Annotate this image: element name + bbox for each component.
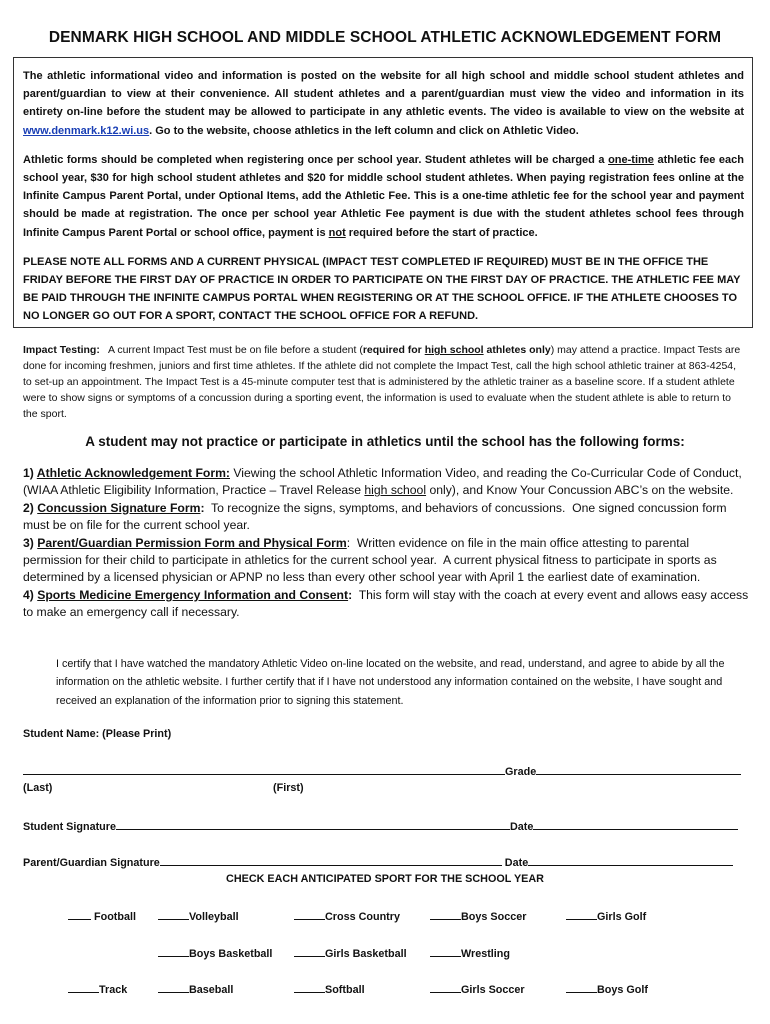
- sport-label: Wrestling: [461, 948, 510, 960]
- form-item-name: Parent/Guardian Permission Form and Physical Form: [37, 535, 347, 550]
- impact-text: A current Impact Test must be on file before a student (: [99, 344, 363, 356]
- sport-label: Boys Golf: [597, 984, 648, 996]
- fee-not: not: [328, 226, 346, 239]
- fee-text-mid: athletic fee each school year, $30 for high school student athletes and $20 for middle school student athletes. When paying registration fees online at the Infinite Campus Parent Portal, under Optional Items, add the Athletic Fee. This is a one-time athletic fee for the school year and payment should be made at registration. The once per school year Athletic Fee payment is due with the student athletes school fees through Infinite Campus Parent Portal or school office, payment is: [23, 153, 744, 239]
- student-name-label: Student Name: (Please Print): [23, 728, 172, 740]
- form-item-2: [23, 500, 749, 535]
- impact-bold-1: required for: [362, 344, 425, 356]
- name-grade-row: [23, 764, 741, 778]
- fee-paragraph: [23, 151, 744, 242]
- impact-bold-underline: high school: [424, 344, 484, 356]
- sport-checkbox-line[interactable]: [430, 982, 461, 993]
- fee-text: Athletic forms should be completed when registering once per school year. Student athletes will be charged a: [23, 153, 609, 166]
- form-item-3: [23, 535, 749, 587]
- forms-subtitle: A student may not practice or participate in athletics until the school has the following forms:: [85, 434, 685, 449]
- sport-boys-golf[interactable]: [566, 982, 648, 996]
- sport-boys-basketball[interactable]: [158, 946, 272, 960]
- grade-line[interactable]: [536, 764, 741, 775]
- sport-baseball[interactable]: [158, 982, 233, 996]
- sport-track[interactable]: [68, 982, 127, 996]
- impact-bold-2: athletes only: [483, 344, 551, 356]
- form-item-colon: :: [348, 587, 353, 602]
- required-forms-list: [23, 465, 752, 622]
- sport-checkbox-line[interactable]: [294, 982, 325, 993]
- sports-heading: CHECK EACH ANTICIPATED SPORT FOR THE SCHOOL YEAR: [226, 873, 544, 885]
- sport-girls-basketball[interactable]: [294, 946, 407, 960]
- impact-bold: [363, 344, 551, 356]
- sport-softball[interactable]: [294, 982, 365, 996]
- parent-date-line[interactable]: [528, 855, 733, 866]
- impact-text-end: ) may attend a practice. Impact Tests are done for incoming freshmen, juniors and first time athletes. If the athlete did not complete the Impact Test, call the high school athletic trainer at 863-4254, to set-up an appointment. The Impact Test is a 45-minute computer test that is administered by the athletic trainer as a baseline score. If a student athlete were to show signs or symptoms of a concussion during a sporting event, the information is used to evaluate when the student athlete is able to return to the sport.: [23, 344, 741, 420]
- form-item-colon: :: [200, 500, 205, 515]
- form-item-number: 4): [23, 587, 38, 602]
- video-paragraph: [23, 67, 744, 140]
- sport-checkbox-line[interactable]: [566, 982, 597, 993]
- form-item-number: 3): [23, 535, 38, 550]
- fee-text-end: required before the start of practice.: [345, 226, 538, 239]
- video-text: The athletic informational video and information is posted on the website for all high school and middle school student athletes and parent/guardian to view at their convenience. All student athletes and a parent/guardian must view the video and information in its entirety on-line before the student may be allowed to participate in any athletic events. The video is available to view on the website at: [23, 70, 744, 119]
- video-text-end: . Go to the website, choose athletics in the left column and click on Athletic Video.: [149, 124, 579, 137]
- sport-checkbox-line[interactable]: [158, 946, 189, 957]
- sport-wrestling[interactable]: [430, 946, 510, 960]
- sport-label: Boys Soccer: [461, 911, 527, 923]
- fee-one-time: one-time: [608, 153, 654, 166]
- impact-testing-paragraph: [23, 342, 745, 422]
- sport-checkbox-line[interactable]: [294, 909, 325, 920]
- sport-checkbox-line[interactable]: [294, 946, 325, 957]
- sport-boys-soccer[interactable]: [430, 909, 526, 923]
- first-label: (First): [273, 782, 304, 794]
- sport-cross-country[interactable]: [294, 909, 400, 923]
- form-item-name: Concussion Signature Form: [37, 500, 201, 515]
- form-item-name: Athletic Acknowledgement Form:: [36, 466, 230, 480]
- sport-checkbox-line[interactable]: [68, 909, 91, 920]
- student-signature-line[interactable]: [116, 819, 510, 830]
- sport-volleyball[interactable]: [158, 909, 239, 923]
- form-item-text: Viewing the school Athletic Information Video, and reading the Co-Curricular Code of Conduct, (WIAA Athletic Eligibility Information, Practice – Travel Release: [23, 466, 742, 498]
- sport-label: Cross Country: [325, 911, 400, 923]
- parent-date-label: Date: [501, 857, 529, 869]
- sport-label: Volleyball: [189, 911, 239, 923]
- sport-girls-soccer[interactable]: [430, 982, 525, 996]
- form-item-underline: high school: [364, 483, 427, 498]
- certification-statement: I certify that I have watched the mandatory Athletic Video on-line located on the website, and read, understand, and agree to abide by all the information on the athletic website. I further certify that if I have not understood any information contained on the website, I have sought and received an explanation of the information prior to signing this statement.: [56, 658, 725, 707]
- parent-signature-line[interactable]: [160, 855, 502, 866]
- form-item-text: To recognize the signs, symptoms, and behaviors of concussions. One signed concussion form must be on file for the current school year.: [23, 500, 730, 533]
- sport-checkbox-line[interactable]: [158, 982, 189, 993]
- grade-label: Grade: [505, 766, 537, 778]
- sport-label: Track: [99, 984, 128, 996]
- form-item-text-end: only), and Know Your Concussion ABC’s on the website.: [426, 483, 734, 498]
- form-item-text: Written evidence on file in the main office attesting to parental permission for their child to participate in athletics for the current school year. A current physical fitness to participate in sports as determined by a licensed physician or APNP no less than every other school year with April 1 the earliest date of examination.: [23, 535, 721, 585]
- form-item-name: Sports Medicine Emergency Information and Consent: [37, 587, 349, 602]
- sport-label: Girls Golf: [597, 911, 647, 923]
- form-item-text: This form will stay with the coach at every event and allows easy access to make an emergency call if necessary.: [23, 587, 752, 620]
- info-box: [13, 57, 753, 328]
- last-label: (Last): [23, 782, 53, 794]
- parent-signature-row: [23, 855, 733, 869]
- page-title: DENMARK HIGH SCHOOL AND MIDDLE SCHOOL ATHLETIC ACKNOWLEDGEMENT FORM: [48, 29, 722, 46]
- student-signature-row: [23, 819, 738, 833]
- sport-label: Girls Basketball: [325, 948, 407, 960]
- sport-football[interactable]: [68, 909, 136, 923]
- sport-checkbox-line[interactable]: [566, 909, 597, 920]
- student-date-line[interactable]: [533, 819, 738, 830]
- sport-checkbox-line[interactable]: [430, 946, 461, 957]
- website-link[interactable]: www.denmark.k12.wi.us: [23, 124, 150, 137]
- sport-label: Softball: [325, 984, 365, 996]
- form-item-number: 2): [23, 500, 38, 515]
- sport-label: Football: [94, 911, 136, 923]
- sport-label: Boys Basketball: [189, 948, 273, 960]
- sport-checkbox-line[interactable]: [430, 909, 461, 920]
- form-item-4: [23, 587, 752, 622]
- student-name-line[interactable]: [23, 764, 505, 775]
- sport-checkbox-line[interactable]: [68, 982, 99, 993]
- impact-label: Impact Testing:: [23, 344, 100, 356]
- sport-checkbox-line[interactable]: [158, 909, 189, 920]
- notice-paragraph: PLEASE NOTE ALL FORMS AND A CURRENT PHYSICAL (IMPACT TEST COMPLETED IF REQUIRED) MUST BE IN THE OFFICE THE FRIDAY BEFORE THE FIRST DAY OF PRACTICE IN ORDER TO PARTICIPATE ON THE FIRST DAY OF PRACTICE. THE ATHLETIC FEE MAY BE PAID THROUGH THE INFINITE CAMPUS PORTAL WHEN REGISTERING OR AT THE SCHOOL OFFICE. IF THE ATHLETE CHOOSES TO NO LONGER GO OUT FOR A SPORT, CONTACT THE SCHOOL OFFICE FOR A REFUND.: [23, 255, 741, 323]
- student-signature-label: Student Signature: [23, 821, 116, 833]
- form-item-1: [23, 465, 749, 500]
- sport-label: Girls Soccer: [461, 984, 525, 996]
- parent-signature-label: Parent/Guardian Signature: [23, 857, 160, 869]
- sport-label: Baseball: [189, 984, 234, 996]
- form-item-number: 1): [23, 466, 37, 480]
- form-item-colon: :: [346, 535, 351, 550]
- sport-girls-golf[interactable]: [566, 909, 646, 923]
- date-label: Date: [509, 821, 534, 833]
